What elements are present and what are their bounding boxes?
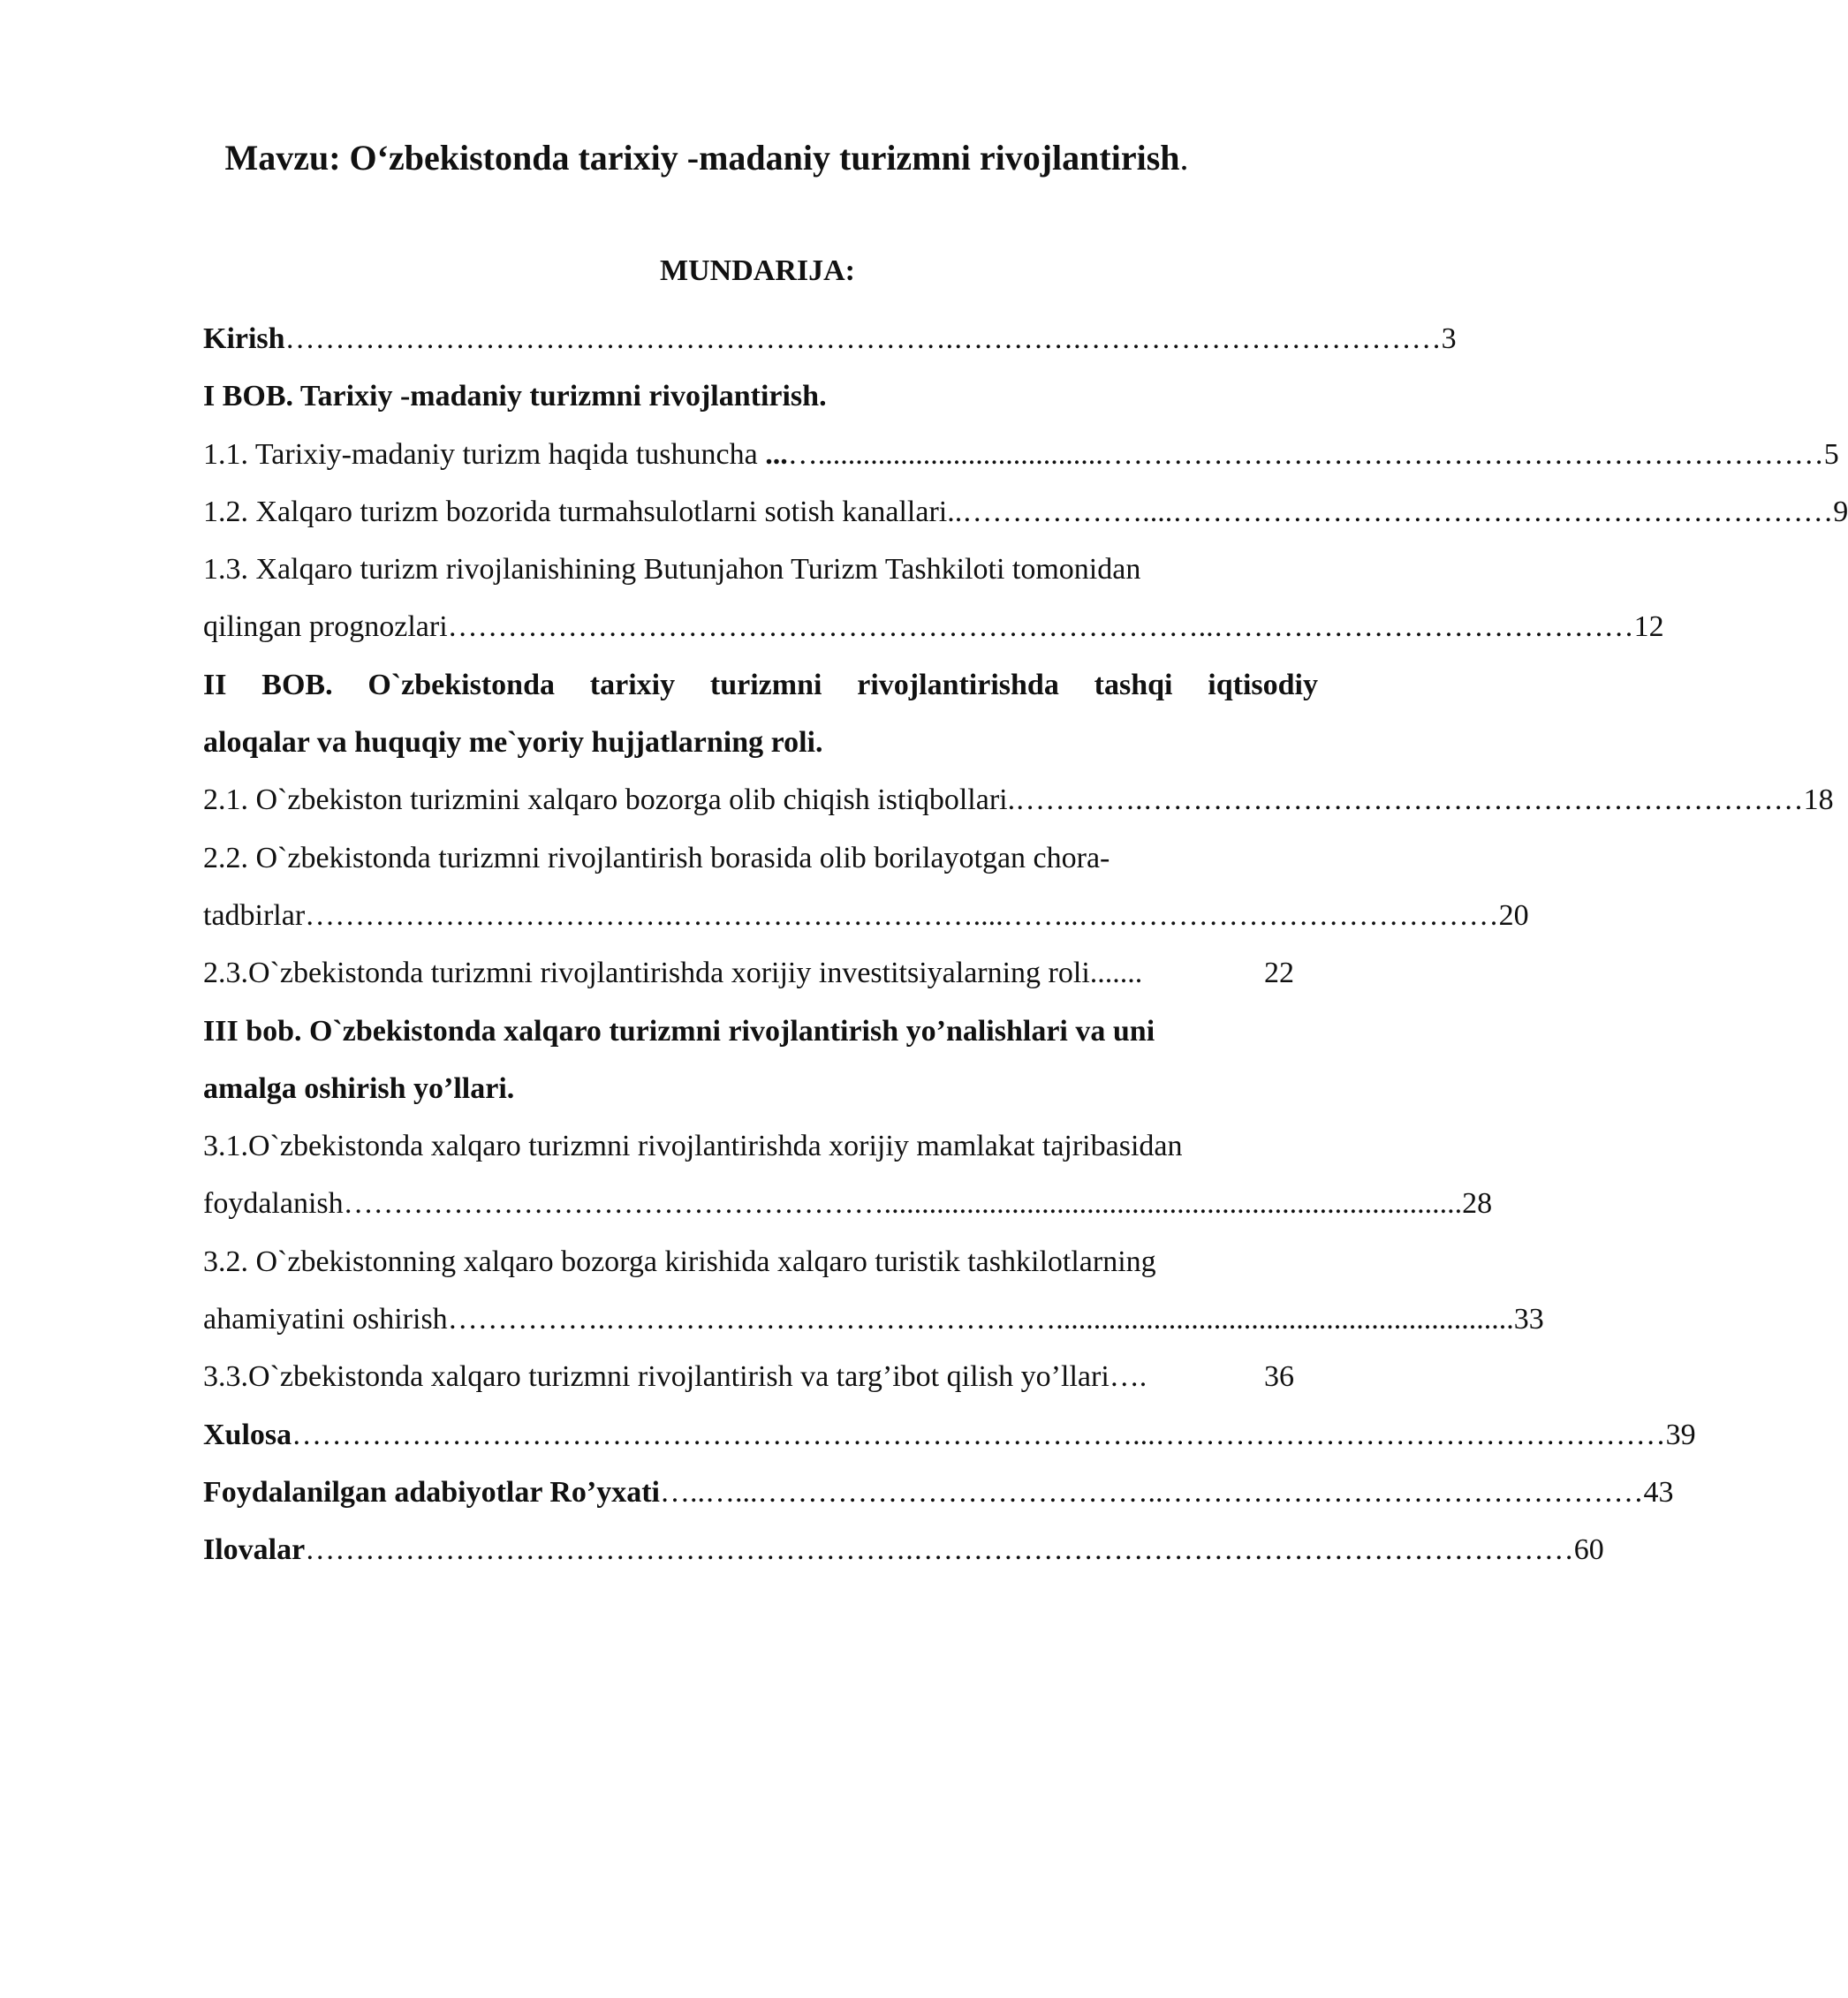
toc-entry-1-1 xyxy=(203,426,1839,483)
toc-entry-1-3-line1: 1.3. Xalqaro turizm rivojlanishining Butunjahon Turizm Tashkiloti tomonidan xyxy=(203,553,1141,587)
toc-entry-label: Foydalanilgan adabiyotlar Ro’yxati xyxy=(203,1475,660,1509)
dot-leader: ………………………………………………………….………….……………………………… xyxy=(284,322,1442,355)
toc-page-number: 3 xyxy=(1441,322,1457,355)
dot-leader: ……………………………….…………………………....……..…………………………………… xyxy=(305,898,1499,932)
toc-entry-bold-dots: ... xyxy=(765,437,788,471)
toc-page-number: 36 xyxy=(1264,1360,1294,1394)
toc-entry-adabiyotlar xyxy=(203,1464,1674,1521)
title-text: Mavzu: O‘zbekistonda tarixiy -madaniy turizmni rivojlantirish xyxy=(224,138,1180,178)
toc-entry-3-1-line1: 3.1.O`zbekistonda xalqaro turizmni rivojlantirishda xorijiy mamlakat tajribasidan xyxy=(203,1130,1183,1163)
toc-page-number: 39 xyxy=(1665,1418,1696,1451)
table-of-contents xyxy=(203,310,1848,1579)
toc-page-number: 12 xyxy=(1633,610,1664,644)
dot-leader: …......................................……………………………………………………………… xyxy=(787,437,1824,471)
toc-entry-xulosa xyxy=(203,1406,1696,1464)
toc-chapter-3-line2: amalga oshirish yo’llari. xyxy=(203,1071,515,1105)
toc-page-number: 60 xyxy=(1573,1533,1604,1567)
toc-page-number: 20 xyxy=(1498,898,1529,932)
toc-chapter-2-line2: aloqalar va huquqiy me`yoriy hujjatlarning roli. xyxy=(203,726,823,760)
dot-leader: ………….………………………………………………………… xyxy=(1015,783,1804,817)
toc-page-number: 5 xyxy=(1823,437,1839,471)
toc-page-number: 28 xyxy=(1462,1187,1493,1221)
toc-entry-label: tadbirlar xyxy=(203,898,306,932)
toc-entry-2-1 xyxy=(203,771,1834,829)
toc-entry-ilovalar xyxy=(203,1521,1604,1578)
toc-entry-1-3-line2 xyxy=(203,598,1664,655)
document-title xyxy=(0,134,1413,182)
dot-leader: ………………………………………………............................................................................. xyxy=(343,1187,1463,1221)
toc-heading: MUNDARIJA: xyxy=(660,254,855,287)
dot-leader: …………………………………………………………………..…………………………………… xyxy=(447,610,1634,644)
toc-entry-label: foydalanish xyxy=(203,1187,344,1221)
dot-leader xyxy=(1147,1348,1264,1405)
toc-entry-2-2-line2 xyxy=(203,887,1529,944)
dot-leader: …………….………………………………………............................................................. xyxy=(447,1303,1514,1336)
toc-page-number: 18 xyxy=(1803,783,1834,817)
toc-chapter-2-line1: II BOB. O`zbekistonda tarixiy turizmni rivojlantirishda tashqi iqtisodiy xyxy=(203,668,1318,701)
dot-leader: ………………....………………………………………………………… xyxy=(962,495,1834,528)
toc-chapter-1: I BOB. Tarixiy -madaniy turizmni rivojlantirish. xyxy=(203,380,827,413)
toc-entry-label: 2.3.O`zbekistonda turizmni rivojlantirishda xorijiy investitsiyalarning roli....... xyxy=(203,957,1143,990)
toc-entry-kirish xyxy=(203,310,1457,367)
toc-entry-label: Ilovalar xyxy=(203,1533,306,1567)
toc-entry-label: 3.3.O`zbekistonda xalqaro turizmni rivojlantirish va targ’ibot qilish yo’llari…. xyxy=(203,1360,1147,1394)
toc-entry-label: 1.2. Xalqaro turizm bozorida turmahsulotlarni sotish kanallari.. xyxy=(203,495,963,528)
toc-entry-text: 1.1. Tarixiy-madaniy turizm haqida tushuncha xyxy=(203,437,766,471)
toc-entry-2-3 xyxy=(203,944,1294,1002)
toc-entry-label: ahamiyatini oshirish xyxy=(203,1303,448,1336)
toc-page-number: 9 xyxy=(1833,495,1848,528)
toc-entry-label: Kirish xyxy=(203,322,285,355)
title-period: . xyxy=(1179,138,1189,178)
toc-entry-label: Xulosa xyxy=(203,1418,292,1451)
dot-leader xyxy=(1142,944,1264,1002)
toc-chapter-3-line1: III bob. O`zbekistonda xalqaro turizmni rivojlantirish yo’nalishlari va uni xyxy=(203,1014,1155,1048)
dot-leader: …………………………………………………….………………………………………………………… xyxy=(305,1533,1574,1567)
dot-leader: …………………………………………………………………………...…………………………………………… xyxy=(292,1418,1666,1451)
toc-entry-3-1-line2 xyxy=(203,1175,1493,1232)
toc-entry-label: qilingan prognozlari xyxy=(203,610,448,644)
toc-entry-3-3 xyxy=(203,1348,1294,1405)
toc-entry-label xyxy=(203,426,788,483)
toc-entry-3-2-line2 xyxy=(203,1290,1544,1348)
toc-page-number: 33 xyxy=(1513,1303,1544,1336)
toc-page-number: 22 xyxy=(1264,957,1294,990)
toc-entry-2-2-line1: 2.2. O`zbekistonda turizmni rivojlantirish borasida olib borilayotgan chora- xyxy=(203,841,1110,874)
toc-page-number: 43 xyxy=(1643,1475,1674,1509)
toc-entry-1-2 xyxy=(203,483,1848,541)
toc-entry-label: 2.1. O`zbekiston turizmini xalqaro bozorga olib chiqish istiqbollari. xyxy=(203,783,1016,817)
dot-leader: …..…...…………………………………..………………………………………… xyxy=(660,1475,1644,1509)
toc-entry-3-2-line1: 3.2. O`zbekistonning xalqaro bozorga kirishida xalqaro turistik tashkilotlarning xyxy=(203,1245,1156,1278)
